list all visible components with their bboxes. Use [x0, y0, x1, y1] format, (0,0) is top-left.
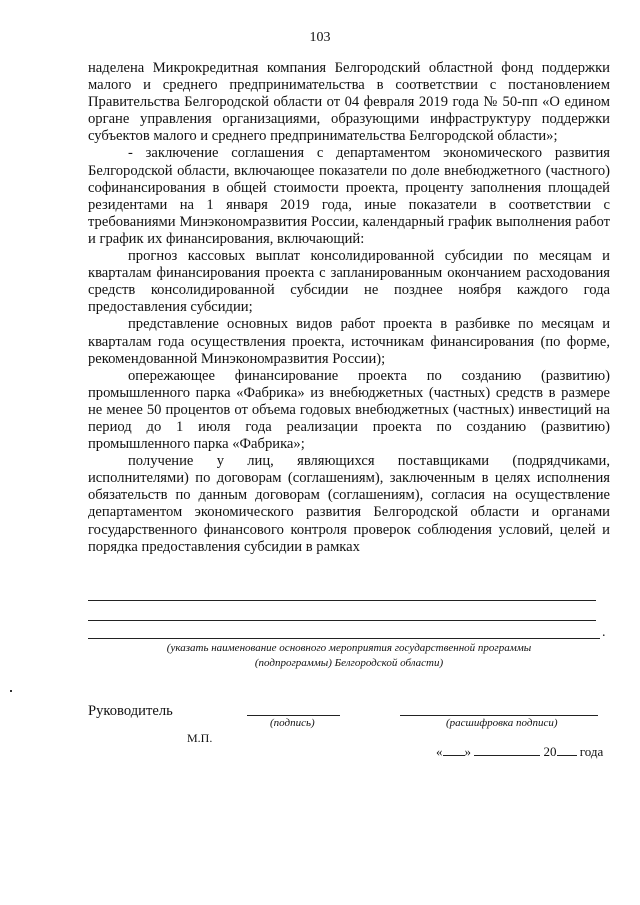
- date-month-blank: [474, 745, 540, 756]
- transcript-hint: (расшифровка подписи): [446, 717, 558, 729]
- fill-in-line-3: [88, 638, 600, 639]
- fill-in-line-2: [88, 620, 596, 621]
- caption-line-2: (подпрограммы) Белгородской области): [254, 657, 444, 669]
- paragraph-advance-financing: опережающее финансирование проекта по созданию (развитию) промышленного парка «Фабрика» из внебюджетных (частных) средств в размере не менее 50 процентов от объема годовых внебюджетных (частных) инвестиций на период до 1 июля года реализации проекта по созданию (развитию) промышленного парка «Фабрика»;: [88, 367, 610, 453]
- paragraph-cash-forecast: прогноз кассовых выплат консолидированной субсидии по месяцам и кварталам финансирования проекта с запланированным окончанием расходования средств консолидированной субсидии не позднее ноября каждого года предоставления субсидии;: [88, 248, 610, 316]
- margin-mark: [10, 690, 12, 692]
- date-day-blank: [443, 745, 465, 756]
- paragraph-fund-authorization: наделена Микрокредитная компания Белгородский областной фонд поддержки малого и среднего предпринимательства в соответствии с постановлением Правительства Белгородской области от 04 февраля 2019 года № 50-пп «О едином органе управления организациями, образующими инфраструктуру поддержки субъектов малого и среднего предпринимательства Белгородской области»;: [88, 60, 610, 145]
- fill-in-line-end: .: [602, 625, 606, 640]
- stamp-label: М.П.: [187, 731, 213, 745]
- paragraph-work-breakdown: представление основных видов работ проекта в разбивке по месяцам и кварталам года осуществления проекта, источникам финансирования (по форме, рекомендованной Минэкономразвития России);: [88, 316, 610, 367]
- date-year-prefix: 20: [543, 744, 557, 759]
- paragraph-supplier-consent: получение у лиц, являющихся поставщиками (подрядчиками, исполнителями) по договорам (соглашениям), заключенным в целях исполнения обязательств по данным договорам (соглашениям), согласия на осуществление департаментом экономического развития Белгородской области и органами государственного финансового контроля проверок соблюдения условий, целей и порядка предоставления субсидии в рамках: [88, 453, 610, 555]
- caption-line-1: (указать наименование основного мероприятия государственной программы: [166, 642, 532, 654]
- page-number: 103: [309, 30, 331, 45]
- signer-label: Руководитель: [88, 703, 173, 719]
- date-open-quote: «: [436, 744, 443, 759]
- paragraph-agreement-conclusion: - заключение соглашения с департаментом экономического развития Белгородской области, включающее показатели по доле внебюджетного (частного) софинансирования в общей стоимости проекта, проценту заполнения площадей резидентами на 1 января 2019 года, иные показатели в соответствии с требованиями Минэкономразвития России, календарный график выполнения работ и график их финансирования, включающий:: [88, 145, 610, 247]
- date-close-quote: »: [464, 744, 471, 759]
- program-caption: [88, 641, 610, 671]
- document-body: [88, 60, 610, 556]
- transcript-line: [400, 715, 598, 716]
- fill-in-line-1: [88, 600, 596, 601]
- date-year-blank: [557, 745, 577, 756]
- date-row: [436, 744, 603, 760]
- signature-hint: (подпись): [270, 717, 315, 729]
- date-year-word: года: [579, 744, 604, 759]
- signature-line: [247, 715, 340, 716]
